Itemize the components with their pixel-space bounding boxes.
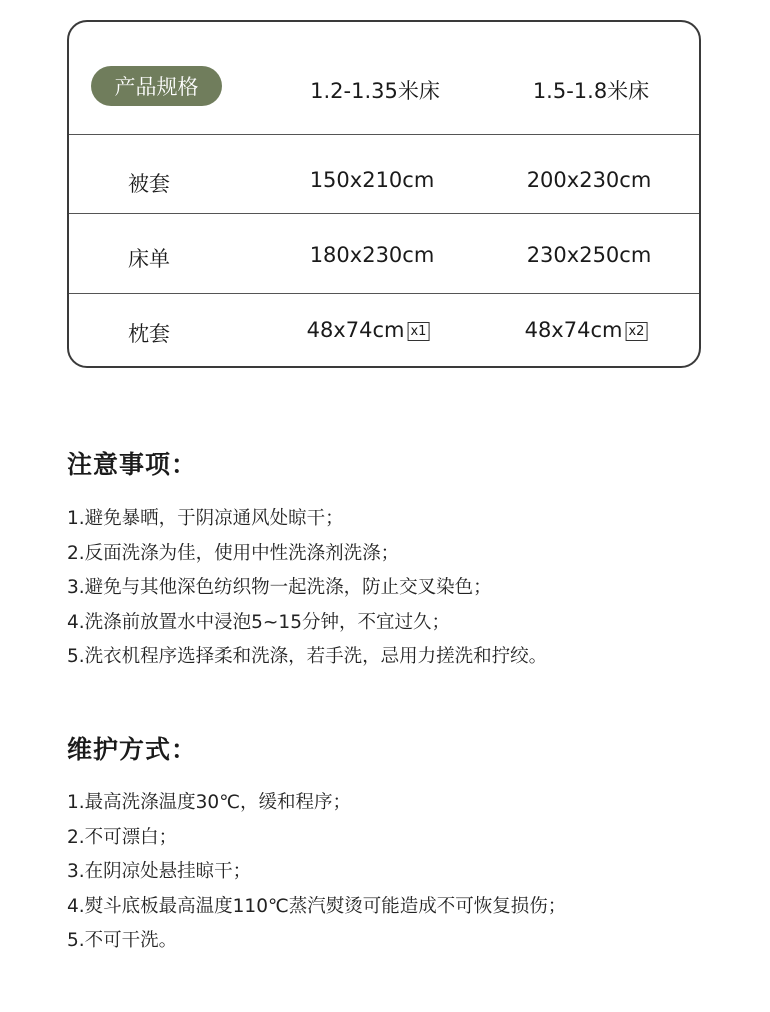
table-divider <box>69 293 699 294</box>
pillowcase-size-1: 48x74cm <box>306 318 405 342</box>
duvet-size-2: 200x230cm <box>526 168 652 192</box>
spec-header-label <box>91 66 222 106</box>
table-divider <box>69 134 699 135</box>
list-item: 4.熨斗底板最高温度110℃蒸汽熨烫可能造成不可恢复损伤； <box>67 895 567 917</box>
row-name-duvet: 被套 <box>128 172 170 196</box>
size-column-2: 1.5-1.8米床 <box>532 79 650 103</box>
sheet-size-1: 180x230cm <box>309 243 435 267</box>
sheet-size-2: 230x250cm <box>526 243 652 267</box>
pillowcase-size-2-cell <box>525 318 648 342</box>
list-item: 1.避免暴晒，于阴凉通风处晾干； <box>67 508 344 529</box>
list-item: 5.洗衣机程序选择柔和洗涤，若手洗，忌用力搓洗和拧绞。 <box>67 646 548 667</box>
quantity-badge: x1 <box>407 322 429 341</box>
list-item: 3.避免与其他深色纺织物一起洗涤，防止交叉染色； <box>67 577 492 598</box>
row-name-pillowcase: 枕套 <box>128 322 170 346</box>
notes-title: 注意事项： <box>67 450 198 479</box>
quantity-badge: x2 <box>625 322 647 341</box>
table-divider <box>69 213 699 214</box>
care-list <box>67 786 566 959</box>
list-item: 5.不可干洗。 <box>67 930 178 951</box>
spec-header-label-text: 产品规格 <box>114 75 199 99</box>
duvet-size-1: 150x210cm <box>309 168 435 192</box>
row-name-sheet: 床单 <box>128 247 170 271</box>
pillowcase-size-2: 48x74cm <box>524 318 623 342</box>
size-column-1: 1.2-1.35米床 <box>310 79 440 103</box>
list-item: 2.反面洗涤为佳，使用中性洗涤剂洗涤； <box>67 542 400 564</box>
list-item: 1.最高洗涤温度30℃，缓和程序； <box>67 792 351 813</box>
notes-list <box>67 502 547 675</box>
list-item: 2.不可漂白； <box>67 826 178 848</box>
list-item: 3.在阴凉处悬挂晾干； <box>67 861 252 882</box>
spec-table <box>67 20 701 368</box>
care-title: 维护方式： <box>67 735 198 764</box>
list-item: 4.洗涤前放置水中浸泡5~15分钟，不宜过久； <box>67 611 450 633</box>
pillowcase-size-1-cell <box>307 318 430 342</box>
